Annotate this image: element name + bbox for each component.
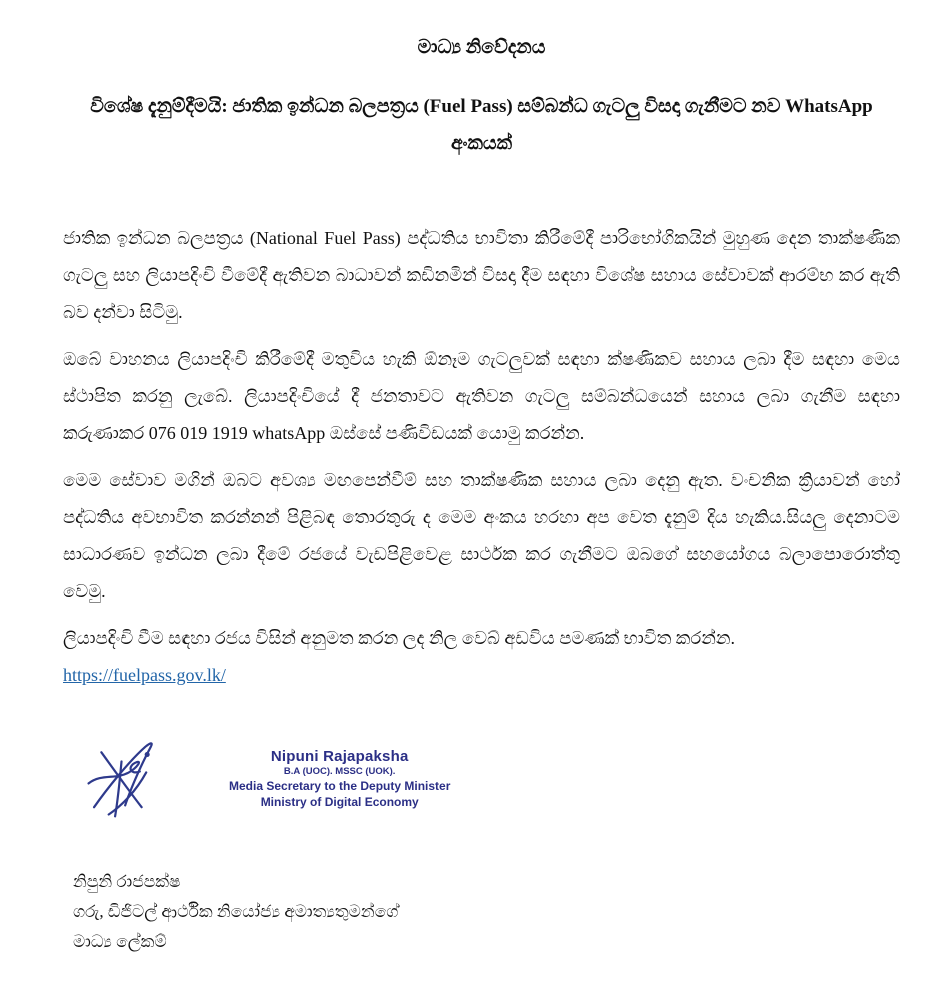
document-body bbox=[63, 220, 900, 694]
fuelpass-link[interactable]: https://fuelpass.gov.lk/ bbox=[63, 665, 226, 685]
paragraph-1: ජාතික ඉන්ධන බලපත්‍රය (National Fuel Pass) පද්ධතිය භාවිතා කිරීමේදී පාරිභෝගිකයින් මුහුණ දෙන තාක්ෂණික ගැටලු සහ ලියාපදිංචි වීමේදී ඇතිවන බාධාවන් කඩිනමින් විසදා දීම සඳහා විශේෂ සහාය සේවාවක් ආරම්භ කර ඇති බව දන්වා සිටිමු. bbox=[63, 228, 900, 322]
signoff-name: නිපුනි රාජපක්ෂ bbox=[73, 872, 181, 891]
page-title: මාධ්‍ය නිවේදනය bbox=[417, 37, 546, 58]
stamp-block bbox=[229, 748, 450, 809]
signature-row bbox=[63, 734, 900, 820]
paragraph-4: ලියාපදිංචි වීම සඳහා රජය විසින් අනුමත කරන ලද නිල වෙබ් අඩවිය පමණක් භාවිත කරන්න. bbox=[63, 628, 736, 648]
stamp-ministry: Ministry of Digital Economy bbox=[260, 795, 419, 809]
stamp-name: Nipuni Rajapaksha bbox=[270, 748, 409, 765]
signoff-title: ගරු, ඩිජිටල් ආර්ථික නියෝජ්‍ය අමාත්‍යතුමන්ගේ bbox=[73, 902, 399, 921]
page-subtitle: විශේෂ දැනුම්දීමයි: ජාතික ඉන්ධන බලපත්‍රය (Fuel Pass) සම්බන්ධ ගැටලු විසදා ගැනීමට නව WhatsApp අංකයක් bbox=[90, 96, 873, 154]
paragraph-3: මෙම සේවාව මගින් ඔබට අවශ්‍ය මඟපෙන්වීම් සහ තාක්ෂණික සහාය ලබා දෙනු ඇත. වංචනික ක්‍රියාවන් හෝ පද්ධතිය අවභාවිත කරන්නන් පිළිබඳ තොරතුරු ද මෙම අංකය හරහා අප වෙත දැනුම් දිය හැකිය.සියලු දෙනාටම සාධාරණව ඉන්ධන ලබා දීමේ රජයේ වැඩපිළිවෙළ සාර්ථක කර ගැනීමට ඔබගේ සහයෝගය බලාපොරොත්තු වෙමු. bbox=[63, 470, 900, 601]
link-line bbox=[63, 657, 900, 694]
signoff-block bbox=[73, 867, 900, 957]
stamp-role: Media Secretary to the Deputy Minister bbox=[229, 779, 451, 793]
handwritten-signature-image bbox=[81, 734, 173, 820]
paragraph-2: ඔබේ වාහනය ලියාපදිංචි කිරීමේදී මතුවිය හැකි ඕනෑම ගැටලුවක් සඳහා ක්ෂණිකව සහාය ලබා දීම සඳහා මෙය ස්ථාපිත කරනු ලැබේ. ලියාපදිංචියේ දී ජනතාවට ඇතිවන ගැටලු සම්බන්ධයෙන් සහාය ලබා ගැනීම සඳහා කරුණාකර 076 019 1919 whatsApp ඔස්සේ පණිවිඩයක් යොමු කරන්න. bbox=[63, 349, 900, 443]
signoff-role: මාධ්‍ය ලේකම් bbox=[73, 932, 167, 951]
stamp-qualifications: B.A (UOC). MSSC (UOK). bbox=[283, 766, 396, 777]
